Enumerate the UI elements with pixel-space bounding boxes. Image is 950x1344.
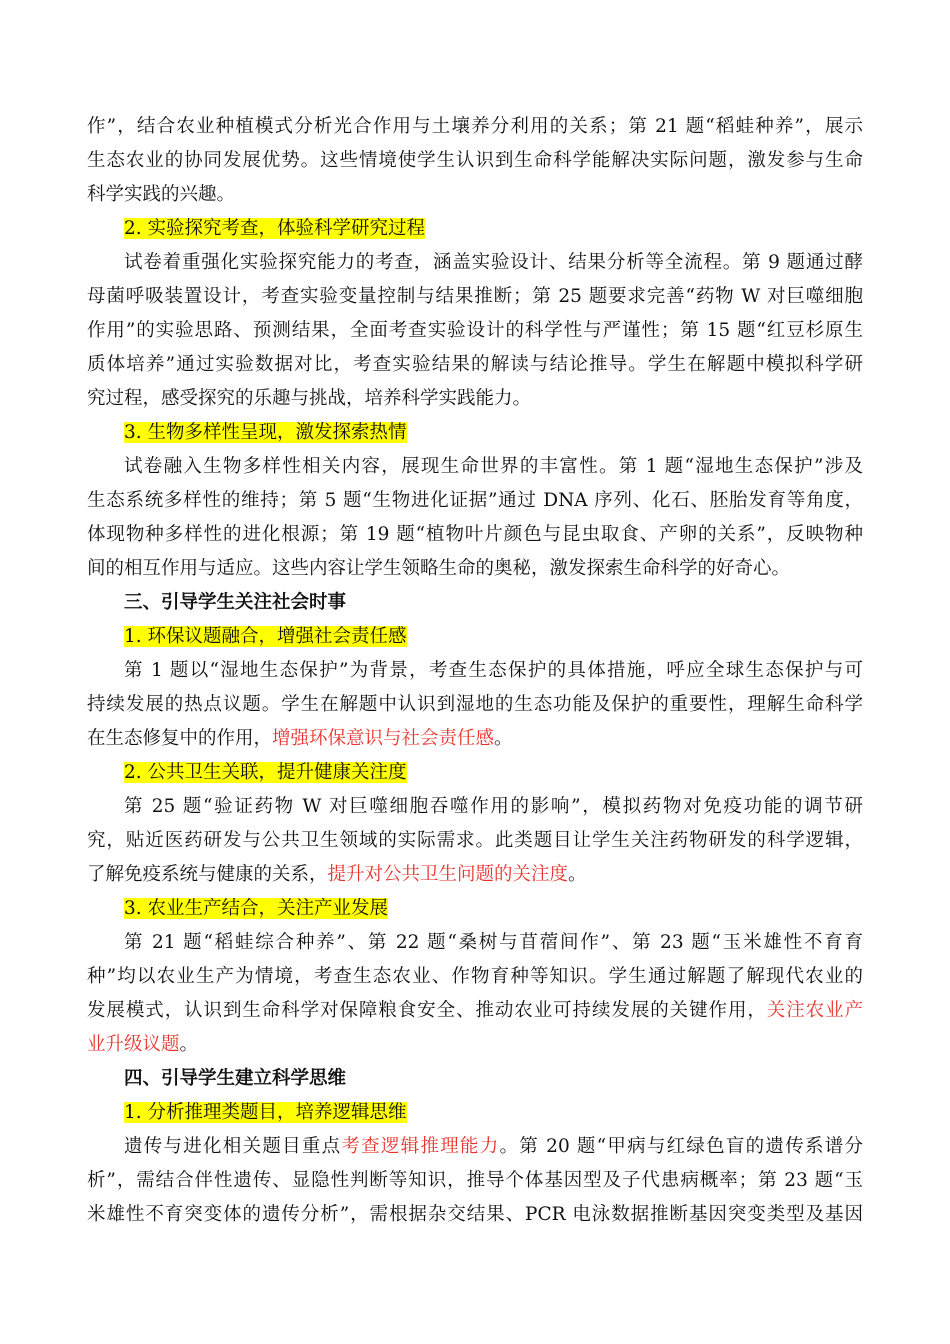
text-run: 。第 20 题“甲病与红绿色盲的遗传系谱分 xyxy=(499,1136,863,1157)
section-heading-social: 三、引导学生关注社会时事 xyxy=(124,592,347,613)
paragraph-line: 作用”的实验思路、预测结果，全面考查实验设计的科学性与严谨性；第 15 题“红豆杉原生 xyxy=(87,320,863,341)
section-heading-thinking: 四、引导学生建立科学思维 xyxy=(124,1068,347,1089)
paragraph-line: 科学实践的兴趣。 xyxy=(87,184,236,205)
document-page xyxy=(87,110,863,1232)
paragraph-line: 第 1 题以“湿地生态保护”为背景，考查生态保护的具体措施，呼应全球生态保护与可 xyxy=(124,660,863,681)
paragraph-line xyxy=(87,722,863,756)
subheading-reasoning xyxy=(87,1096,863,1130)
subheading-environment xyxy=(87,620,863,654)
paragraph-line xyxy=(87,1130,863,1164)
highlighted-subheading: 3. 农业生产结合，关注产业发展 xyxy=(124,898,389,919)
text-run: 在生态修复中的作用， xyxy=(87,728,273,749)
paragraph-line: 生态农业的协同发展优势。这些情境使学生认识到生命科学能解决实际问题，激发参与生命 xyxy=(87,150,863,171)
paragraph-line: 持续发展的热点议题。学生在解题中认识到湿地的生态功能及保护的重要性，理解生命科学 xyxy=(87,694,863,715)
emphasis-text: 增强环保意识与社会责任感 xyxy=(272,728,495,749)
paragraph-line xyxy=(87,858,863,892)
highlighted-subheading: 2. 实验探究考查，体验科学研究过程 xyxy=(124,218,426,239)
text-run: 了解免疫系统与健康的关系， xyxy=(87,864,328,885)
subheading-public-health xyxy=(87,756,863,790)
paragraph-line: 生态系统多样性的维持；第 5 题“生物进化证据”通过 DNA 序列、化石、胚胎发育等角度， xyxy=(87,490,863,511)
paragraph-line xyxy=(87,1028,863,1062)
paragraph-line: 间的相互作用与适应。这些内容让学生领略生命的奥秘，激发探索生命科学的好奇心。 xyxy=(87,558,791,579)
paragraph-line: 究，贴近医药研发与公共卫生领域的实际需求。此类题目让学生关注药物研发的科学逻辑， xyxy=(87,830,863,851)
subheading-agriculture xyxy=(87,892,863,926)
paragraph-line: 体现物种多样性的进化根源；第 19 题“植物叶片颜色与昆虫取食、产卵的关系”，反映物种 xyxy=(87,524,863,545)
text-run: 。 xyxy=(494,728,513,749)
subheading-biodiversity xyxy=(87,416,863,450)
text-run: 发展模式，认识到生命科学对保障粮食安全、推动农业可持续发展的关键作用， xyxy=(87,1000,767,1021)
highlighted-subheading: 1. 分析推理类题目，培养逻辑思维 xyxy=(124,1102,407,1123)
paragraph-line: 种”均以农业生产为情境，考查生态农业、作物育种等知识。学生通过解题了解现代农业的 xyxy=(87,966,863,987)
emphasis-text: 关注农业产 xyxy=(766,1000,863,1021)
paragraph-line: 母菌呼吸装置设计，考查实验变量控制与结果推断；第 25 题要求完善“药物 W 对巨噬细胞 xyxy=(87,286,863,307)
emphasis-text: 提升对公共卫生问题的关注度 xyxy=(327,864,569,885)
paragraph-line: 米雄性不育突变体的遗传分析”，需根据杂交结果、PCR 电泳数据推断基因突变类型及基因 xyxy=(87,1204,863,1225)
paragraph-line: 作”，结合农业种植模式分析光合作用与土壤养分利用的关系；第 21 题“稻蛙种养”，展示 xyxy=(87,116,863,137)
text-run: 遗传与进化相关题目重点 xyxy=(124,1136,342,1157)
paragraph-line: 试卷融入生物多样性相关内容，展现生命世界的丰富性。第 1 题“湿地生态保护”涉及 xyxy=(124,456,863,477)
highlighted-subheading: 3. 生物多样性呈现，激发探索热情 xyxy=(124,422,407,443)
highlighted-subheading: 2. 公共卫生关联，提升健康关注度 xyxy=(124,762,407,783)
paragraph-line: 第 25 题“验证药物 W 对巨噬细胞吞噬作用的影响”，模拟药物对免疫功能的调节研 xyxy=(124,796,863,817)
emphasis-text: 考查逻辑推理能力 xyxy=(341,1136,500,1157)
text-run: 。 xyxy=(179,1034,199,1055)
text-run: 。 xyxy=(568,864,587,885)
paragraph-line: 试卷着重强化实验探究能力的考查，涵盖实验设计、结果分析等全流程。第 9 题通过酵 xyxy=(124,252,863,273)
paragraph-line: 质体培养”通过实验数据对比，考查实验结果的解读与结论推导。学生在解题中模拟科学研 xyxy=(87,354,863,375)
paragraph-line xyxy=(87,994,863,1028)
paragraph-line: 究过程，感受探究的乐趣与挑战，培养科学实践能力。 xyxy=(87,388,532,409)
highlighted-subheading: 1. 环保议题融合，增强社会责任感 xyxy=(124,626,407,647)
paragraph-line: 第 21 题“稻蛙综合种养”、第 22 题“桑树与苜蓿间作”、第 23 题“玉米雄性不育育 xyxy=(124,932,863,953)
subheading-experiment xyxy=(87,212,863,246)
emphasis-text: 业升级议题 xyxy=(87,1034,180,1055)
paragraph-line: 析”，需结合伴性遗传、显隐性判断等知识，推导个体基因型及子代患病概率；第 23 题“玉 xyxy=(87,1170,863,1191)
